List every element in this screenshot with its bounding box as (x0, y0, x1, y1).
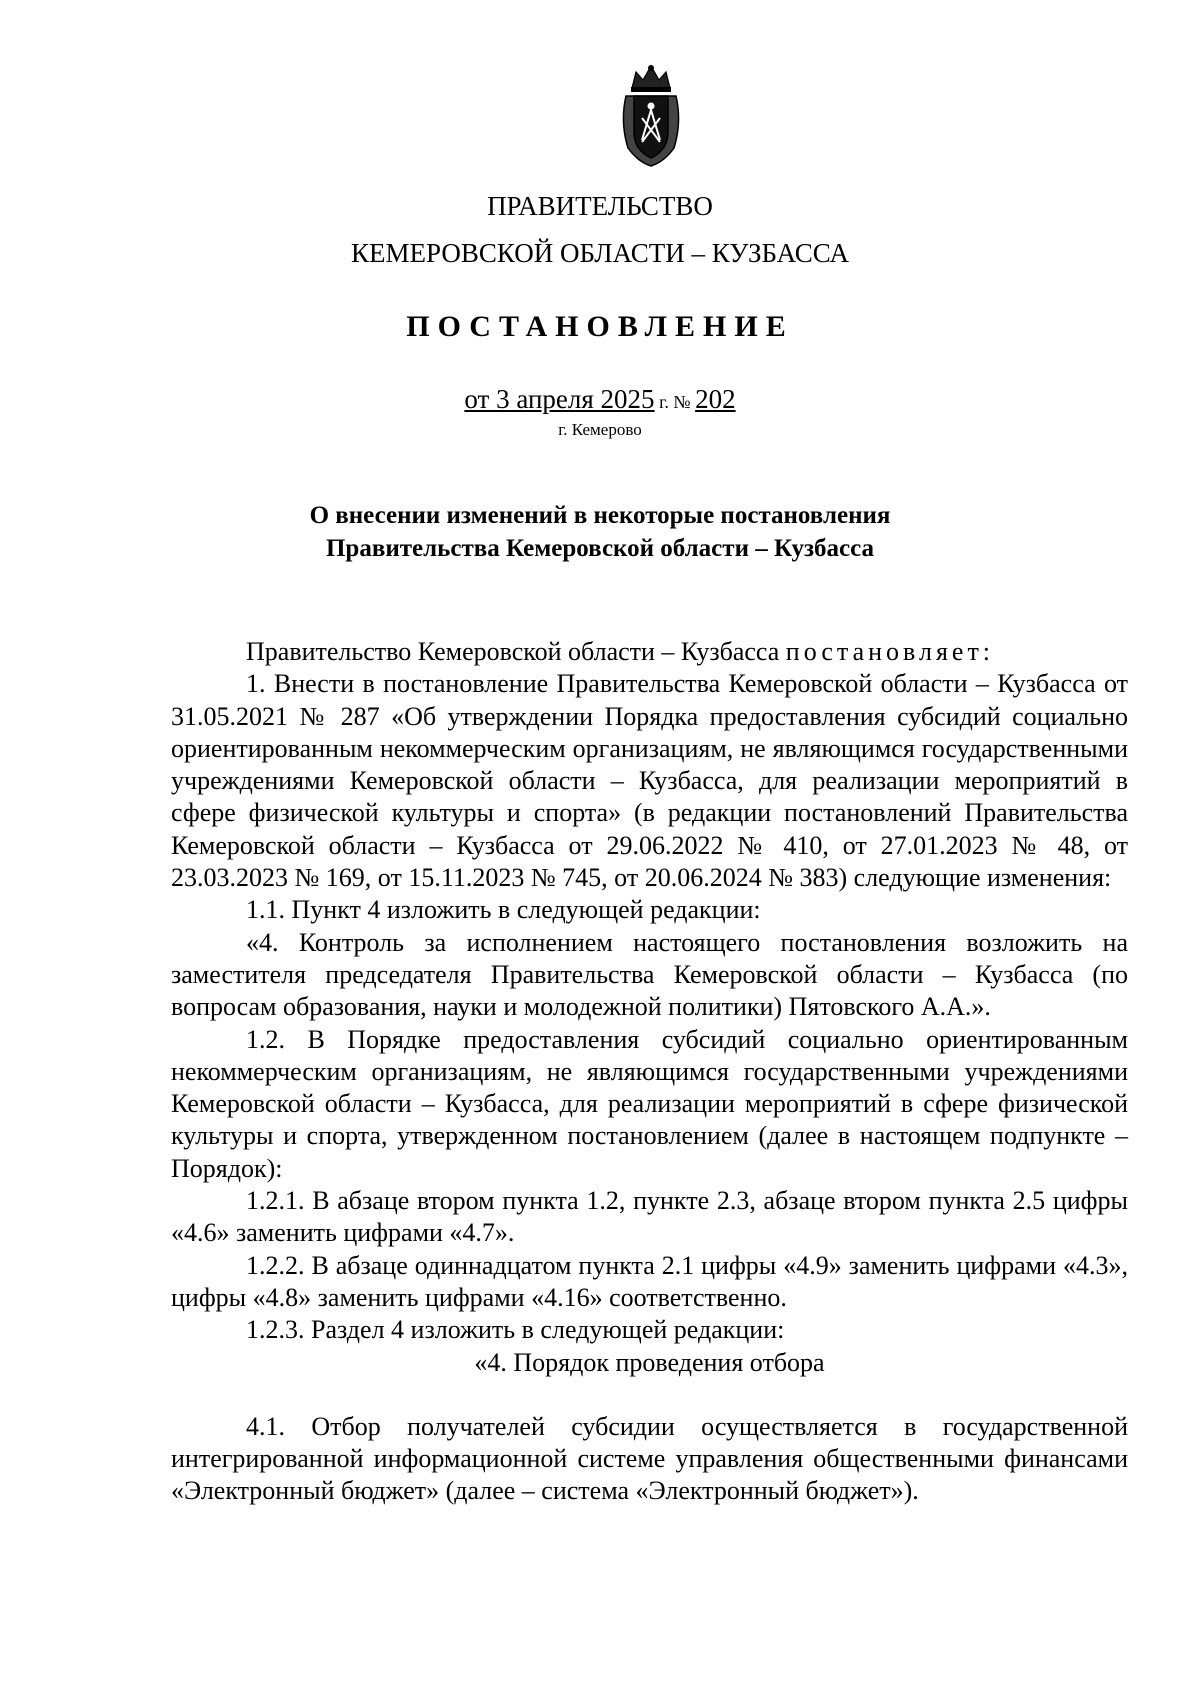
paragraph-4-1: 4.1. Отбор получателей субсидии осуществляется в государственной интегрированной информационной системе управления общественными финансами «Электронный бюджет» (далее – система «Электронный бюджет»). (171, 1411, 1128, 1506)
intro-verb: постановляет: (785, 637, 995, 666)
paragraph-1: 1. Внести в постановление Правительства Кемеровской области – Кузбасса от 31.05.2021 № 287 «Об утверждении Порядка предоставления субсидий социально ориентированным некоммерческим организациям, не являющимся государственными учреждениями Кемеровской области – Кузбасса, для реализации мероприятий в сфере физической культуры и спорта» (в редакции постановлений Правительства Кемеровской области – Кузбасса от 29.06.2022 № 410, от 27.01.2023 № 48, от 23.03.2023 № 169, от 15.11.2023 № 745, от 20.06.2024 № 383) следующие изменения: (171, 669, 1128, 893)
org-name-line1: ПРАВИТЕЛЬСТВО (487, 191, 713, 221)
date-number-line (0, 383, 1200, 418)
coat-of-arms-icon (618, 62, 684, 172)
number-label: г. № (654, 392, 696, 412)
document-date: от 3 апреля 2025 (464, 384, 655, 414)
city: г. Кемерово (558, 420, 642, 439)
paragraph-1-2-3: 1.2.3. Раздел 4 изложить в следующей редакции: (246, 1315, 785, 1345)
paragraph-1-2-2: 1.2.2. В абзаце одиннадцатом пункта 2.1 цифры «4.9» заменить цифрами «4.3», цифры «4.8» заменить цифрами «4.16» соответственно. (171, 1250, 1128, 1312)
org-name-line2: КЕМЕРОВСКОЙ ОБЛАСТИ – КУЗБАССА (351, 238, 849, 268)
paragraph-1-2-1: 1.2.1. В абзаце втором пункта 1.2, пункте 2.3, абзаце втором пункта 2.5 цифры «4.6» заменить цифрами «4.7». (171, 1186, 1128, 1248)
paragraph-1-1-quote: «4. Контроль за исполнением настоящего постановления возложить на заместителя председателя Правительства Кемеровской области – Кузбасса (по вопросам образования, науки и молодежной политики) Пятовского А.А.». (171, 927, 1128, 1022)
intro-paragraph (171, 636, 1128, 668)
document-body (171, 636, 1128, 1508)
title-line1: О внесении изменений в некоторые постановления (309, 502, 891, 529)
title-line2: Правительства Кемеровской области – Кузбасса (325, 535, 875, 562)
paragraph-1-2: 1.2. В Порядке предоставления субсидий социально ориентированным некоммерческим организациям, не являющимся государственными учреждениями Кемеровской области – Кузбасса, для реализации мероприятий в сфере физической культуры и спорта, утвержденном постановлением (далее в настоящем подпункте – Порядок): (171, 1024, 1128, 1183)
intro-text: Правительство Кемеровской области – Кузбасса (246, 637, 786, 666)
document-title (0, 499, 1200, 565)
paragraph-1-1: 1.1. Пункт 4 изложить в следующей редакции: (246, 895, 761, 925)
section-4-heading: «4. Порядок проведения отбора (474, 1347, 825, 1377)
document-number: 202 (695, 384, 736, 414)
document-type: ПОСТАНОВЛЕНИЕ (406, 310, 794, 343)
